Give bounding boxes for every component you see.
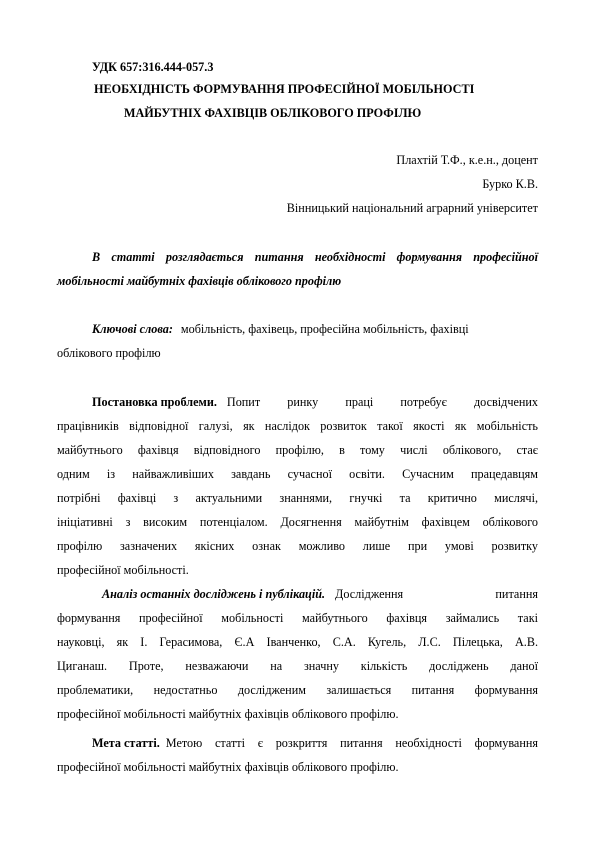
analysis-line-1: [102, 587, 538, 602]
problem-line-6: ініціативні з високим потенціалом. Досягнення майбутнім фахівцем облікового: [57, 515, 538, 529]
problem-line-5: потрібні фахівці з актуальними знаннями, гнучкі та критично мислячі,: [57, 491, 538, 505]
problem-heading: Постановка проблеми.: [92, 395, 217, 409]
author-2: Бурко К.В.: [482, 177, 538, 191]
analysis-line-4: Циганаш. Проте, незважаючи на значну кількість досліджень даної: [57, 659, 538, 673]
analysis-line-5: проблематики, недостатньо дослідженим залишається питання формування: [57, 683, 538, 697]
problem-line-4: одним із найважливіших завдань сучасної освіти. Сучасним працедавцям: [57, 467, 538, 481]
title-line-1: НЕОБХІДНІСТЬ ФОРМУВАННЯ ПРОФЕСІЙНОЇ МОБІЛЬНОСТІ: [94, 82, 475, 96]
goal-text-1: Метою статті є розкриття питання необхідності формування: [165, 736, 538, 750]
keywords-text: мобільність, фахівець, професійна мобільність, фахівці: [180, 322, 469, 336]
analysis-line-3: науковці, як І. Герасимова, Є.А Іванченко, С.А. Кугель, Л.С. Пілецька, А.В.: [57, 635, 538, 649]
title-line-2: МАЙБУТНІХ ФАХІВЦІВ ОБЛІКОВОГО ПРОФІЛЮ: [124, 106, 422, 120]
problem-line-8: професійної мобільності.: [57, 563, 189, 577]
analysis-line-6: професійної мобільності майбутніх фахівців облікового профілю.: [57, 707, 399, 721]
problem-line-3: майбутнього фахівця відповідного профілю, в тому числі облікового, стає: [57, 443, 538, 457]
problem-text-1: Попит ринку праці потребує досвідчених: [226, 395, 538, 409]
keywords-line-1: [92, 322, 538, 337]
analysis-heading: Аналіз останніх досліджень і публікацій.: [102, 587, 326, 601]
abstract-line-1: В статті розглядається питання необхідності формування професійної: [92, 250, 538, 264]
affiliation: Вінницький національний аграрний університет: [286, 201, 538, 215]
author-1: Плахтій Т.Ф., к.е.н., доцент: [396, 153, 538, 167]
goal-heading: Мета статті.: [92, 736, 160, 750]
analysis-text-1: Дослідження питання: [335, 587, 538, 601]
keywords-label: Ключові слова:: [92, 322, 173, 336]
keywords-line-2: облікового профілю: [57, 346, 161, 360]
goal-line-1: [92, 736, 538, 751]
goal-line-2: професійної мобільності майбутніх фахівців облікового профілю.: [57, 760, 399, 774]
analysis-line-2: формування професійної мобільності майбутнього фахівця займались такі: [57, 611, 538, 625]
problem-line-2: працівників відповідної галузі, як наслідок розвиток такої якості як мобільність: [57, 419, 538, 433]
problem-line-7: профілю зазначених якісних ознак можливо лише при умові розвитку: [57, 539, 538, 553]
problem-line-1: [92, 395, 538, 410]
abstract-line-2: мобільності майбутніх фахівців облікового профілю: [57, 274, 342, 288]
udc-code: УДК 657:316.444-057.3: [92, 60, 214, 74]
